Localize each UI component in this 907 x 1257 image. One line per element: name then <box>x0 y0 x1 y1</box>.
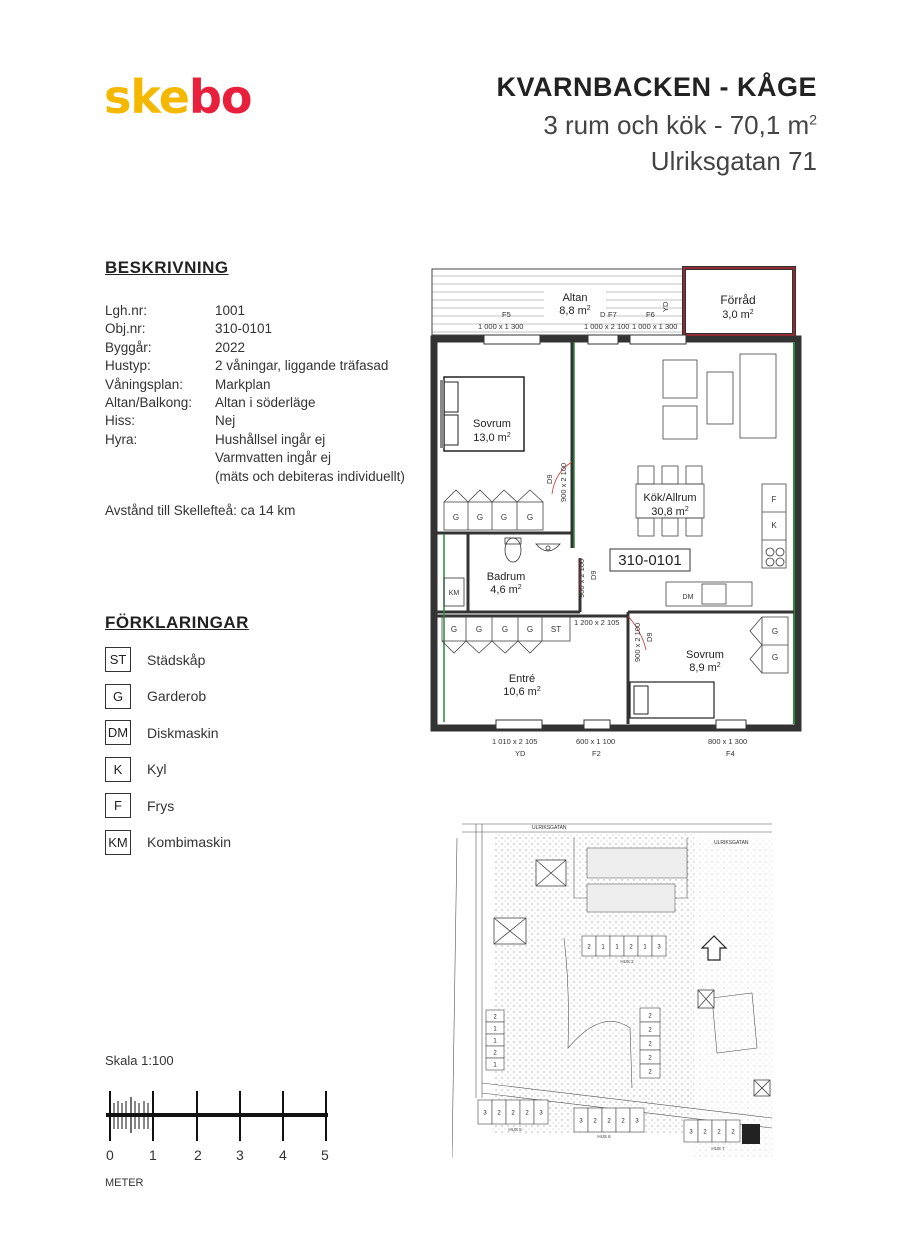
fixture-k: K <box>771 521 777 530</box>
site-unit-number: 2 <box>525 1110 529 1117</box>
window-f4: F4 <box>726 749 735 758</box>
door-d9-c: D9 <box>645 632 654 642</box>
site-unit-number: 1 <box>643 944 647 951</box>
site-unit-number: 2 <box>629 944 633 951</box>
site-unit-number: 2 <box>731 1129 735 1136</box>
door-d9-a-size: 900 x 2 100 <box>559 462 568 502</box>
description-key: Våningsplan: <box>105 376 184 392</box>
house-label-d: HUS 5 <box>508 1127 522 1132</box>
site-unit-number: 3 <box>483 1110 487 1117</box>
scale-number: 2 <box>194 1147 202 1163</box>
fixture-g: G <box>452 513 460 522</box>
description-key: Altan/Balkong: <box>105 395 193 411</box>
logo-part2: bo <box>188 70 252 124</box>
room-name-kok: Kök/Allrum <box>643 492 697 504</box>
window-f7: F7 <box>608 310 617 319</box>
room-name-forrad: Förråd <box>720 293 756 307</box>
door-mid-size: 1 200 x 2 105 <box>574 618 620 627</box>
description-row <box>105 431 415 449</box>
legend-label: Garderob <box>147 688 207 704</box>
scale-label: Skala 1:100 <box>105 1053 174 1068</box>
description-value: 2022 <box>215 339 246 355</box>
fixture-g: G <box>526 625 534 634</box>
single-bed-icon <box>630 682 714 718</box>
site-unit-number: 2 <box>703 1129 707 1136</box>
description-row <box>105 320 415 338</box>
bed-head-icon <box>440 380 444 448</box>
legend-item <box>105 646 231 673</box>
scale-unit: METER <box>105 1177 144 1189</box>
window-f5-size: 1 000 x 1 300 <box>478 322 524 331</box>
bedroom2-fixture-labels <box>772 627 778 662</box>
site-unit-number: 2 <box>648 1069 652 1076</box>
site-unit-number: 1 <box>493 1026 497 1033</box>
description-key: Hyra: <box>105 431 138 447</box>
room-name-entre: Entré <box>508 673 536 685</box>
site-unit-number: 2 <box>648 1013 652 1020</box>
stove-icon <box>766 548 784 566</box>
site-unit-number: 1 <box>493 1038 497 1045</box>
site-unit-number: 3 <box>579 1118 583 1125</box>
wardrobes-bedroom1 <box>444 490 543 530</box>
site-unit-number: 2 <box>621 1118 625 1125</box>
legend-code: KM <box>105 830 131 855</box>
description-value: 1001 <box>215 303 246 318</box>
legend-heading: FÖRKLARINGAR <box>105 613 249 632</box>
scale-bar <box>104 1085 334 1145</box>
legend-label: Städskåp <box>147 651 206 668</box>
window-f7-size: 1 000 x 2 100 <box>584 322 630 331</box>
window-f6: F6 <box>646 310 655 319</box>
door-yd-bottom: YD <box>515 749 526 758</box>
skebo-logo <box>104 70 251 124</box>
scale-number: 4 <box>279 1147 287 1163</box>
legend-code: ST <box>105 647 131 672</box>
description-value: Nej <box>215 413 236 429</box>
scale-number: 0 <box>106 1147 114 1163</box>
description-value: Hushållsel ingår ej <box>215 431 326 447</box>
description-row <box>105 449 415 467</box>
window-f2-size: 600 x 1 100 <box>576 737 616 746</box>
description-row <box>105 302 415 320</box>
highlighted-unit <box>742 1124 760 1144</box>
description-row <box>105 376 415 394</box>
description-key: Hustyp: <box>105 358 151 374</box>
scale-number: 5 <box>321 1147 329 1163</box>
fixture-g: G <box>475 625 483 634</box>
house-label-f: HUS 7 <box>711 1146 725 1151</box>
description-value: Varmvatten ingår ej <box>215 450 332 466</box>
parking-area-2 <box>587 884 675 912</box>
door-yd-bottom-size: 1 010 x 2 105 <box>492 737 538 746</box>
site-unit-number: 2 <box>511 1110 515 1117</box>
legend-label: Kyl <box>147 761 167 777</box>
description-value: 2 våningar, liggande träfasad <box>215 358 389 374</box>
site-unit-number: 2 <box>493 1014 497 1021</box>
apartment-summary <box>543 110 817 141</box>
legend-label: Kombimaskin <box>147 834 232 850</box>
street-label-1: ULRIKSGATAN <box>532 825 567 831</box>
room-area-sovrum1: 13,0 $m^2$ <box>473 432 511 444</box>
fixture-g: G <box>501 625 509 634</box>
site-unit-number: 2 <box>497 1110 501 1117</box>
description-row <box>105 394 415 412</box>
description-heading: BESKRIVNING <box>105 258 229 277</box>
window-f6-size: 1 000 x 1 300 <box>632 322 678 331</box>
site-plan <box>452 818 774 1160</box>
description-key: Hiss: <box>105 413 135 429</box>
site-unit-number: 3 <box>635 1118 639 1125</box>
legend-item <box>105 719 231 746</box>
site-unit-number: 2 <box>648 1055 652 1062</box>
legend-label: Diskmaskin <box>147 724 219 741</box>
description-key: Byggår: <box>105 339 152 355</box>
scale-ticks <box>106 1091 328 1141</box>
house-label-a: HUS 2 <box>620 959 634 964</box>
page-title: KVARNBACKEN - KÅGE <box>496 72 817 102</box>
description-row <box>105 468 415 486</box>
legend-code: G <box>105 684 131 709</box>
fixture-f: F <box>771 495 777 504</box>
site-unit-number: 3 <box>689 1129 693 1136</box>
room-name-sovrum2: Sovrum <box>686 649 724 661</box>
site-unit-number: 3 <box>539 1110 543 1117</box>
site-unit-number: 1 <box>601 944 605 951</box>
street-label-2: ULRIKSGATAN <box>714 840 749 846</box>
site-unit-number: 2 <box>587 944 591 951</box>
room-name-sovrum1: Sovrum <box>473 418 511 430</box>
room-name-badrum: Badrum <box>486 571 526 583</box>
description-key: Lgh.nr: <box>105 303 148 318</box>
door-d-top: D <box>600 310 606 319</box>
entrance-fixture-labels <box>451 625 561 634</box>
description-key: Obj.nr: <box>105 321 146 337</box>
legend-label: Frys <box>147 797 175 814</box>
room-area-altan: 8,8 $m^2$ <box>559 305 591 317</box>
door-d9-b: D9 <box>589 570 598 580</box>
legend-code: DM <box>105 720 131 745</box>
legend-list <box>105 646 231 865</box>
door-d9-b-size: 900 x 2 100 <box>577 558 586 598</box>
wardrobe-labels-1 <box>453 513 533 522</box>
window-f5: F5 <box>502 310 511 319</box>
window-f4-size: 800 x 1 300 <box>708 737 748 746</box>
fixture-g: G <box>771 627 779 636</box>
fixture-st: ST <box>550 625 562 634</box>
description-key <box>105 449 215 467</box>
wardrobes-entrance <box>442 617 570 653</box>
description-key <box>105 468 215 486</box>
wardrobes-bedroom2 <box>750 617 788 673</box>
legend-code: F <box>105 793 131 818</box>
description-value: Altan i söderläge <box>215 395 316 411</box>
legend-item <box>105 792 231 819</box>
scale-number: 1 <box>149 1147 157 1163</box>
apartment-summary-text: 3 rum och kök - 70,1 m <box>543 110 810 140</box>
room-labels <box>473 292 756 698</box>
site-unit-number: 2 <box>607 1118 611 1125</box>
site-unit-number: 2 <box>717 1129 721 1136</box>
site-unit-number: 1 <box>615 944 619 951</box>
fixture-km: KM <box>448 590 460 597</box>
site-unit-number: 2 <box>493 1050 497 1057</box>
site-unit-number: 3 <box>657 944 661 951</box>
description-value: Markplan <box>215 376 271 392</box>
fixture-g: G <box>476 513 484 522</box>
door-d9-c-size: 900 x 2 100 <box>633 622 642 662</box>
room-area-forrad: 3,0 $m^2$ <box>722 309 754 321</box>
description-row <box>105 357 415 375</box>
description-row <box>105 412 415 430</box>
description-value: (mäts och debiteras individuellt) <box>215 468 405 484</box>
window-f2: F2 <box>592 749 601 758</box>
parking-area <box>587 848 687 878</box>
site-unit-number: 2 <box>593 1118 597 1125</box>
floor-plan <box>420 262 805 762</box>
legend-code: K <box>105 757 131 782</box>
room-name-altan: Altan <box>562 292 588 304</box>
logo-part1: ske <box>104 70 189 124</box>
door-d9-a: D9 <box>545 474 554 484</box>
room-area-kok: 30,8 $m^2$ <box>651 506 689 518</box>
fixture-g: G <box>500 513 508 522</box>
fixture-dm: DM <box>682 594 694 601</box>
legend-item <box>105 756 231 783</box>
address: Ulriksgatan 71 <box>650 146 817 176</box>
fixture-g: G <box>526 513 534 522</box>
house-label-e: HUS 6 <box>597 1134 611 1139</box>
fixture-g: G <box>450 625 458 634</box>
legend-item <box>105 683 231 710</box>
door-yd-top: YD <box>661 301 670 312</box>
kitchen-fixture-labels <box>683 495 778 601</box>
apartment-summary-sup: 2 <box>809 111 817 128</box>
description-row <box>105 339 415 357</box>
distance-text: Avstånd till Skellefteå: ca 14 km <box>105 503 296 518</box>
room-area-sovrum2: 8,9 $m^2$ <box>689 662 721 674</box>
room-area-badrum: 4,6 $m^2$ <box>490 584 522 596</box>
site-unit-number: 2 <box>648 1027 652 1034</box>
site-unit-number: 1 <box>493 1062 497 1069</box>
description-list <box>105 302 415 486</box>
scale-number: 3 <box>236 1147 244 1163</box>
room-area-entre: 10,6 $m^2$ <box>503 686 541 698</box>
description-value: 310-0101 <box>215 321 273 337</box>
legend-item <box>105 829 231 856</box>
object-id-label: 310-0101 <box>618 552 682 569</box>
site-unit-number: 2 <box>648 1041 652 1048</box>
fixture-g: G <box>771 653 779 662</box>
